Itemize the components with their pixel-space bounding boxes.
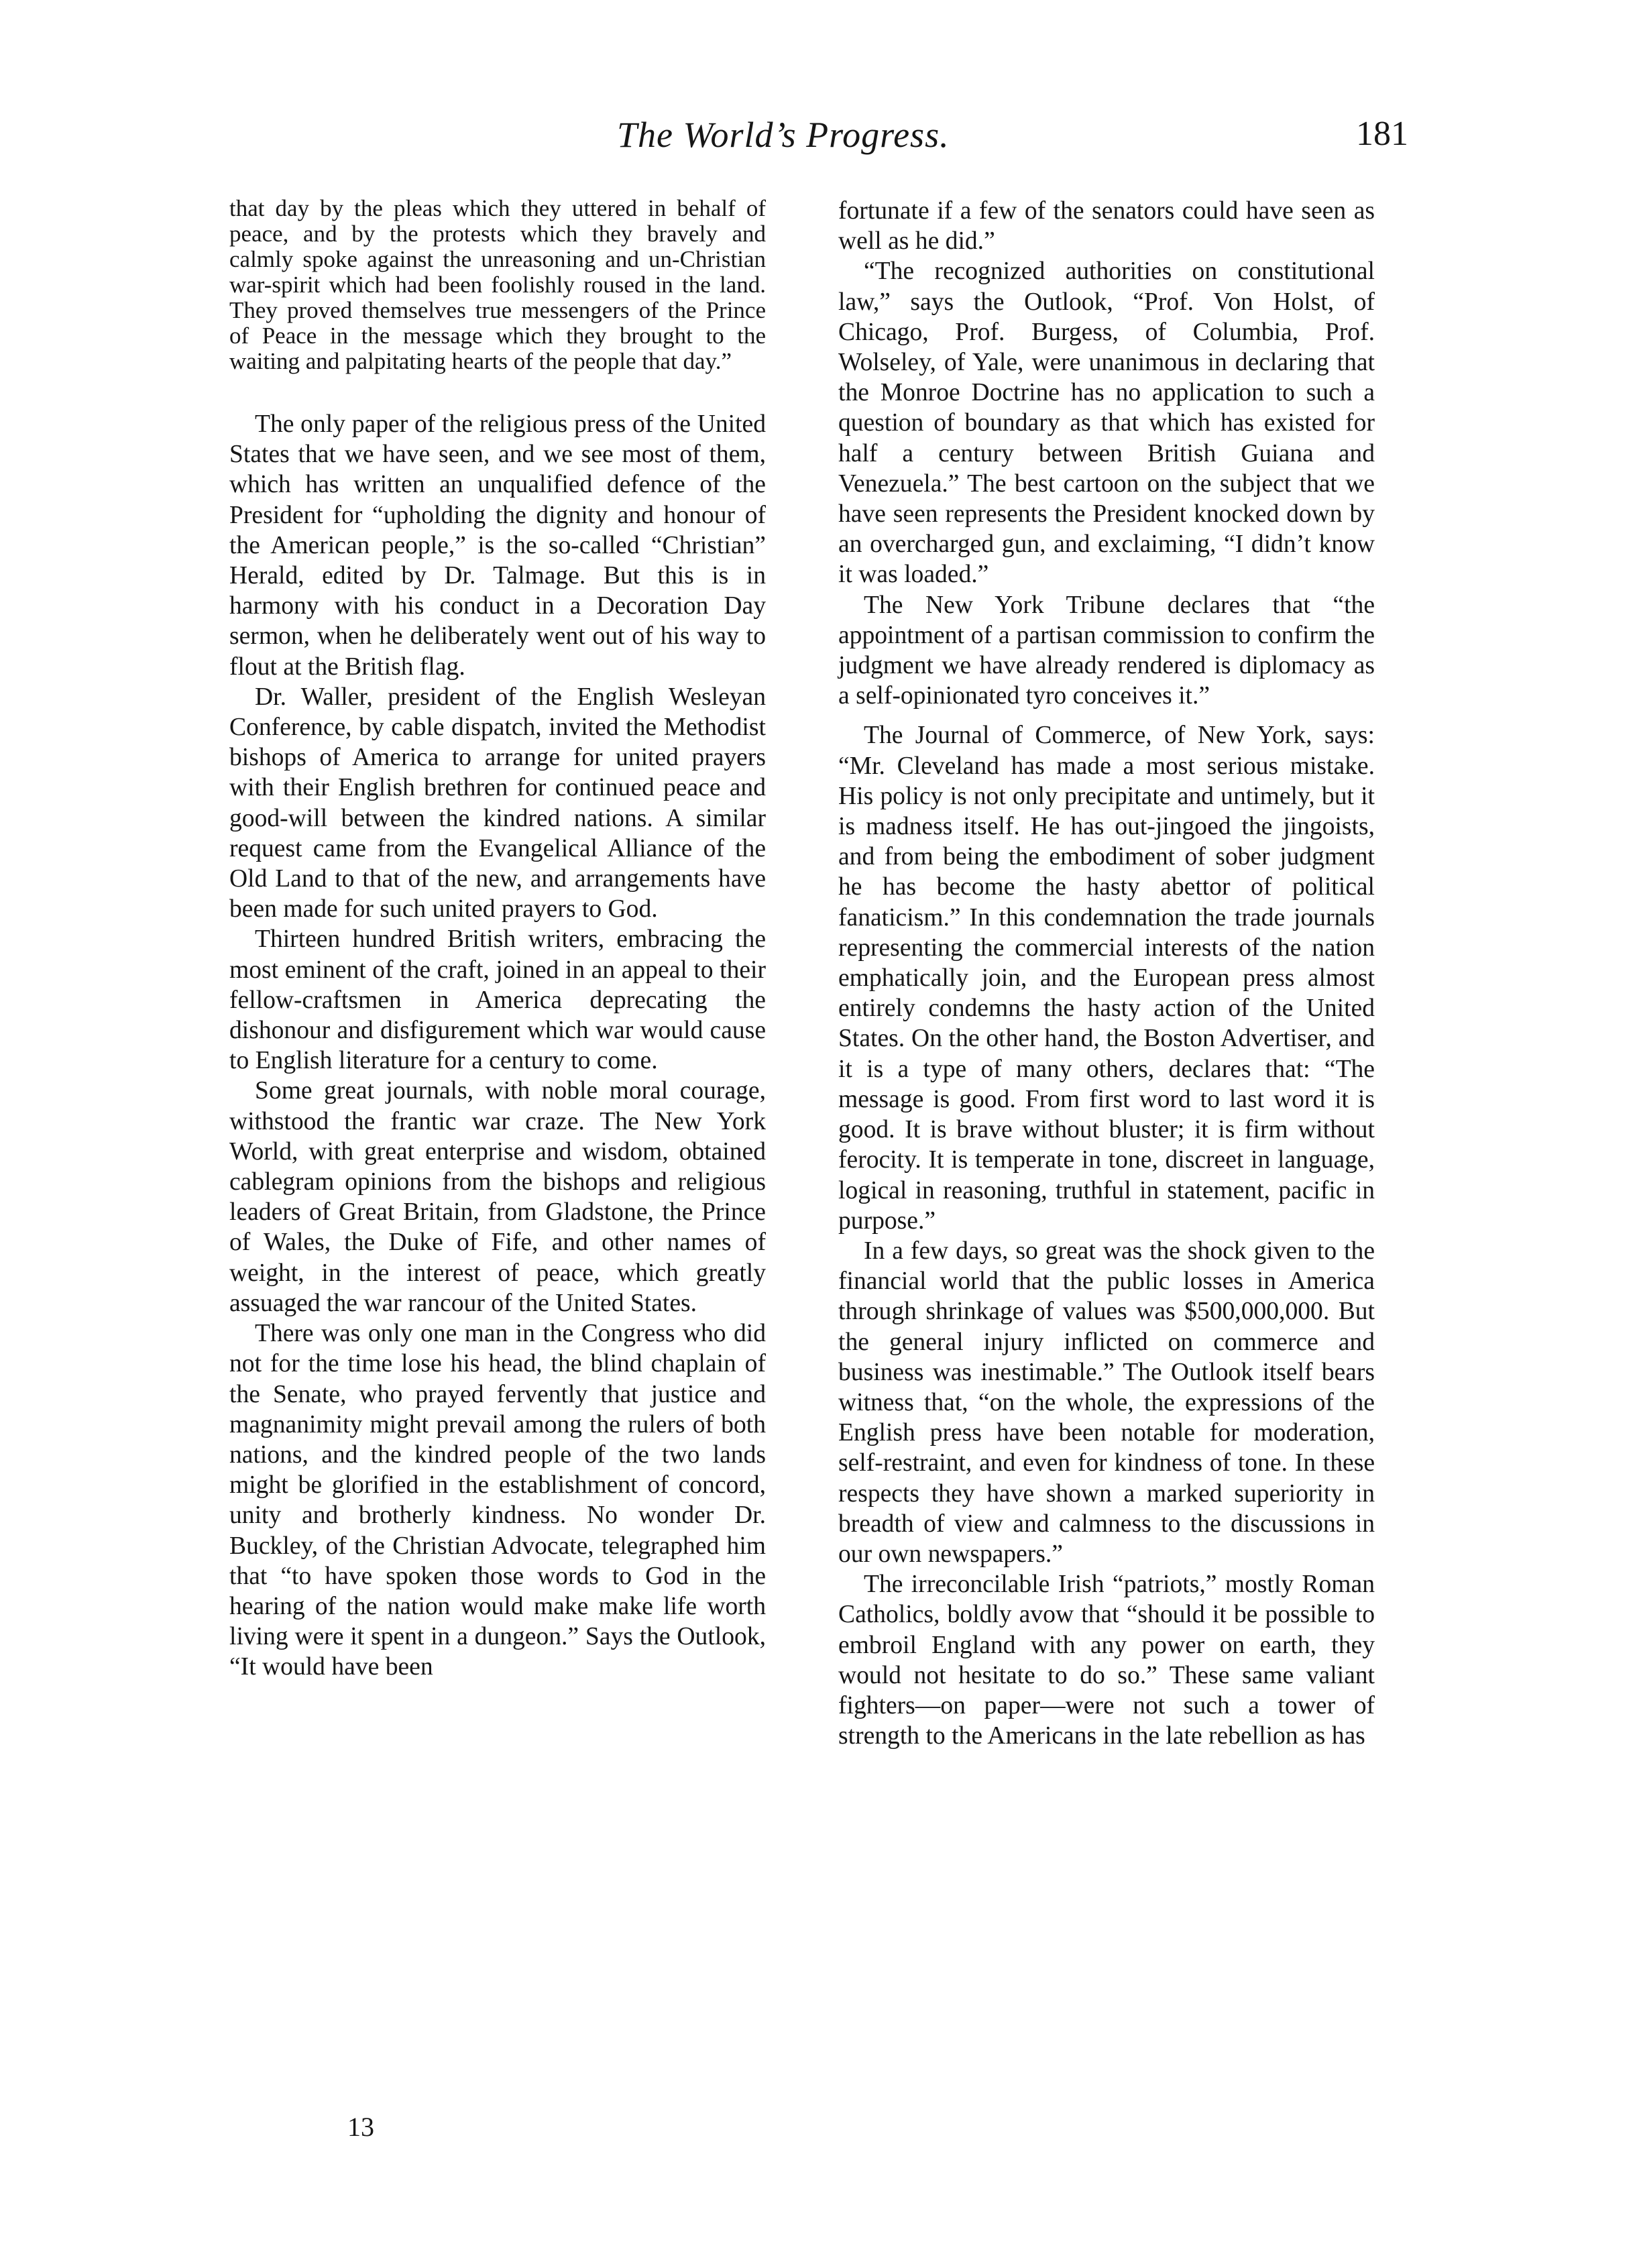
paragraph: fortunate if a few of the senators could have seen as well as he did.” [838,197,1375,256]
paragraph: In a few days, so great was the shock given to the financial world that the public losses in America through shrinkage of values was $500,000,000. But the general injury inflicted on commerce and business was inestimable.” The Outlook itself bears witness that, “on the whole, the expressions of the English press have been notable for moderation, self-restraint, and even for kindness of tone. In these respects they have shown a marked superiority in breadth of view and calmness to the discussions in our own newspapers.” [838,1237,1375,1568]
paragraph: The irreconcilable Irish “patriots,” mostly Roman Catholics, boldly avow that “should it be possible to embroil England with any power on earth, they would not hesitate to do so.” These same valiant fighters—on paper—were not such a tower of strength to the Americans in the late rebellion as has [838,1571,1375,1750]
signature-mark: 13 [347,2112,374,2142]
right-column [838,196,1375,1751]
paragraph: The Journal of Commerce, of New York, says: “Mr. Cleveland has made a most serious mistake. His policy is not only precipitate and untimely, but it is madness itself. He has out-jingoed the jingoists, and from being the embodiment of sober judgment he has become the hasty abettor of political fanaticism.” In this condemnation the trade journals representing the commercial interests of the nation emphatically join, and the European press almost entirely condemns the hasty action of the United States. On the other hand, the Boston Advertiser, and it is a type of many others, declares that: “The message is good. From first word to last word it is good. It is brave without bluster; it is firm without ferocity. It is temperate in tone, discreet in language, logical in reasoning, truthful in statement, pacific in purpose.” [838,722,1375,1235]
running-title: The World’s Progress. [617,115,950,155]
paragraph: “The recognized authorities on constitutional law,” says the Outlook, “Prof. Von Holst, of Chicago, Prof. Burgess, of Columbia, Prof. Wolseley, of Yale, were unanimous in declaring that the Monroe Doctrine has no application to such a question of boundary as that which has existed for half a century between British Guiana and Venezuela.” The best cartoon on the subject that we have seen represents the President knocked down by an overcharged gun, and exclaiming, “I didn’t know it was loaded.” [838,258,1375,589]
paragraph: that day by the pleas which they uttered in behalf of peace, and by the protests which they bravely and calmly spoke against the unreasoning and un-Christian war-spirit which had been foolishly roused in the land. They proved themselves true messengers of the Prince of Peace in the message which they brought to the waiting and palpitating hearts of the people that day.” [229,195,766,374]
left-column [229,196,766,1683]
running-head [201,114,1408,168]
page-number: 181 [1356,115,1408,153]
paragraph: The only paper of the religious press of the United States that we have seen, and we see most of them, which has written an unqualified defence of the President for “upholding the dignity and honour of the American people,” is the so-called “Christian” Herald, edited by Dr. Talmage. But this is in harmony with his conduct in a Decoration Day sermon, when he deliberately went out of his way to flout at the British flag. [229,410,766,681]
paragraph: The New York Tribune declares that “the appointment of a partisan commission to confirm the judgment we have already rendered is diplomacy as a self-opinionated tyro conceives it.” [838,591,1375,710]
paragraph: Thirteen hundred British writers, embracing the most eminent of the craft, joined in an appeal to their fellow-craftsmen in America deprecating the dishonour and disfigurement which war would cause to English literature for a century to come. [229,925,766,1075]
paragraph: There was only one man in the Congress who did not for the time lose his head, the blind chaplain of the Senate, who prayed fervently that justice and magnanimity might prevail among the rulers of both nations, and the kindred people of the two lands might be glorified in the establishment of concord, unity and brotherly kindness. No wonder Dr. Buckley, of the Christian Advocate, telegraphed him that “to have spoken those words to God in the hearing of the nation would make make life worth living were it spent in a dungeon.” Says the Outlook, “It would have been [229,1320,766,1681]
paragraph: Some great journals, with noble moral courage, withstood the frantic war craze. The New York World, with great enterprise and wisdom, obtained cablegram opinions from the bishops and religious leaders of Great Britain, from Gladstone, the Prince of Wales, the Duke of Fife, and other names of weight, in the interest of peace, which greatly assuaged the war rancour of the United States. [229,1077,766,1317]
paragraph: Dr. Waller, president of the English Wesleyan Conference, by cable dispatch, invited the Methodist bishops of America to arrange for united prayers with their English brethren for continued peace and good-will between the kindred nations. A similar request came from the Evangelical Alliance of the Old Land to that of the new, and arrangements have been made for such united prayers to God. [229,683,766,923]
